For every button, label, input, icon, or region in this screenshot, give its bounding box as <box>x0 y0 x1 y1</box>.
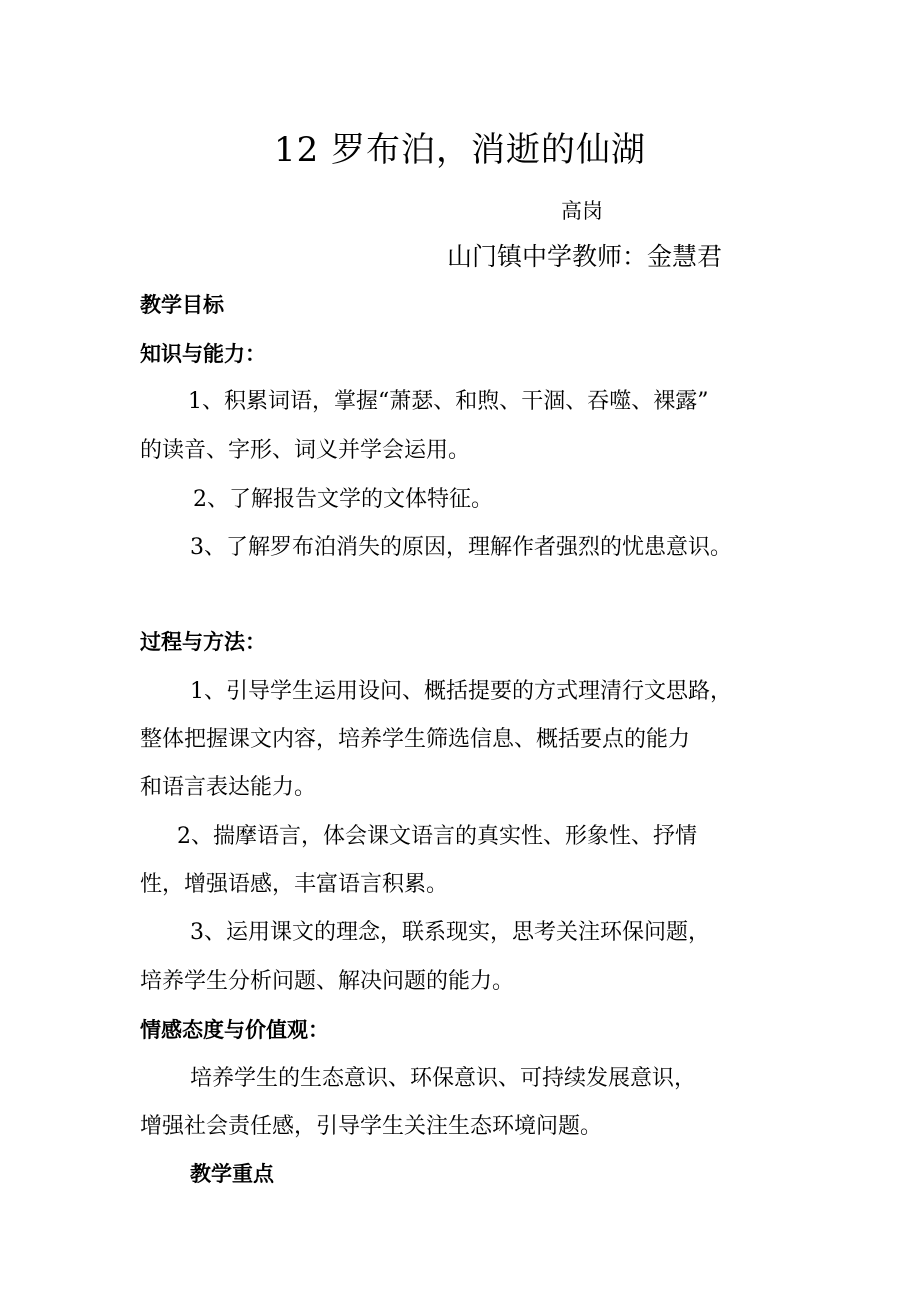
process-item-2-line-1: 2、揣摩语言，体会课文语言的真实性、形象性、抒情 <box>177 824 697 849</box>
process-item-2-line-2: 性，增强语感，丰富语言积累。 <box>140 872 449 897</box>
process-item-3-line-1: 3、运用课文的理念，联系现实，思考关注环保问题， <box>190 920 710 945</box>
knowledge-item-1-line-2: 的读音、字形、词义并学会运用。 <box>140 438 471 463</box>
process-item-1-line-3: 和语言表达能力。 <box>140 775 317 800</box>
knowledge-item-3: 3、了解罗布泊消失的原因，理解作者强烈的忧患意识。 <box>190 535 732 560</box>
attitude-line-1: 培养学生的生态意识、环保意识、可持续发展意识， <box>190 1066 697 1091</box>
attitude-line-2: 增强社会责任感，引导学生关注生态环境问题。 <box>140 1114 603 1139</box>
process-item-1-line-1: 1、引导学生运用设问、概括提要的方式理清行文思路， <box>190 679 732 704</box>
process-item-3-line-2: 培养学生分析问题、解决问题的能力。 <box>140 969 515 994</box>
subheading-attitude: 情感态度与价值观： <box>140 1018 329 1042</box>
teacher-byline: 山门镇中学教师：金慧君 <box>447 242 723 271</box>
subheading-process: 过程与方法： <box>140 630 266 654</box>
knowledge-item-1-line-1: 1、积累词语，掌握“萧瑟、和煦、干涸、吞噬、裸露” <box>188 389 709 414</box>
knowledge-item-2: 2、了解报告文学的文体特征。 <box>193 487 493 512</box>
process-item-1-line-2: 整体把握课文内容，培养学生筛选信息、概括要点的能力 <box>140 727 691 752</box>
subheading-knowledge: 知识与能力： <box>140 342 266 366</box>
section-heading-key-points: 教学重点 <box>190 1162 274 1186</box>
author-name: 高岗 <box>561 199 603 223</box>
document-title: 12 罗布泊，消逝的仙湖 <box>273 130 647 170</box>
section-heading-objectives: 教学目标 <box>140 293 224 317</box>
